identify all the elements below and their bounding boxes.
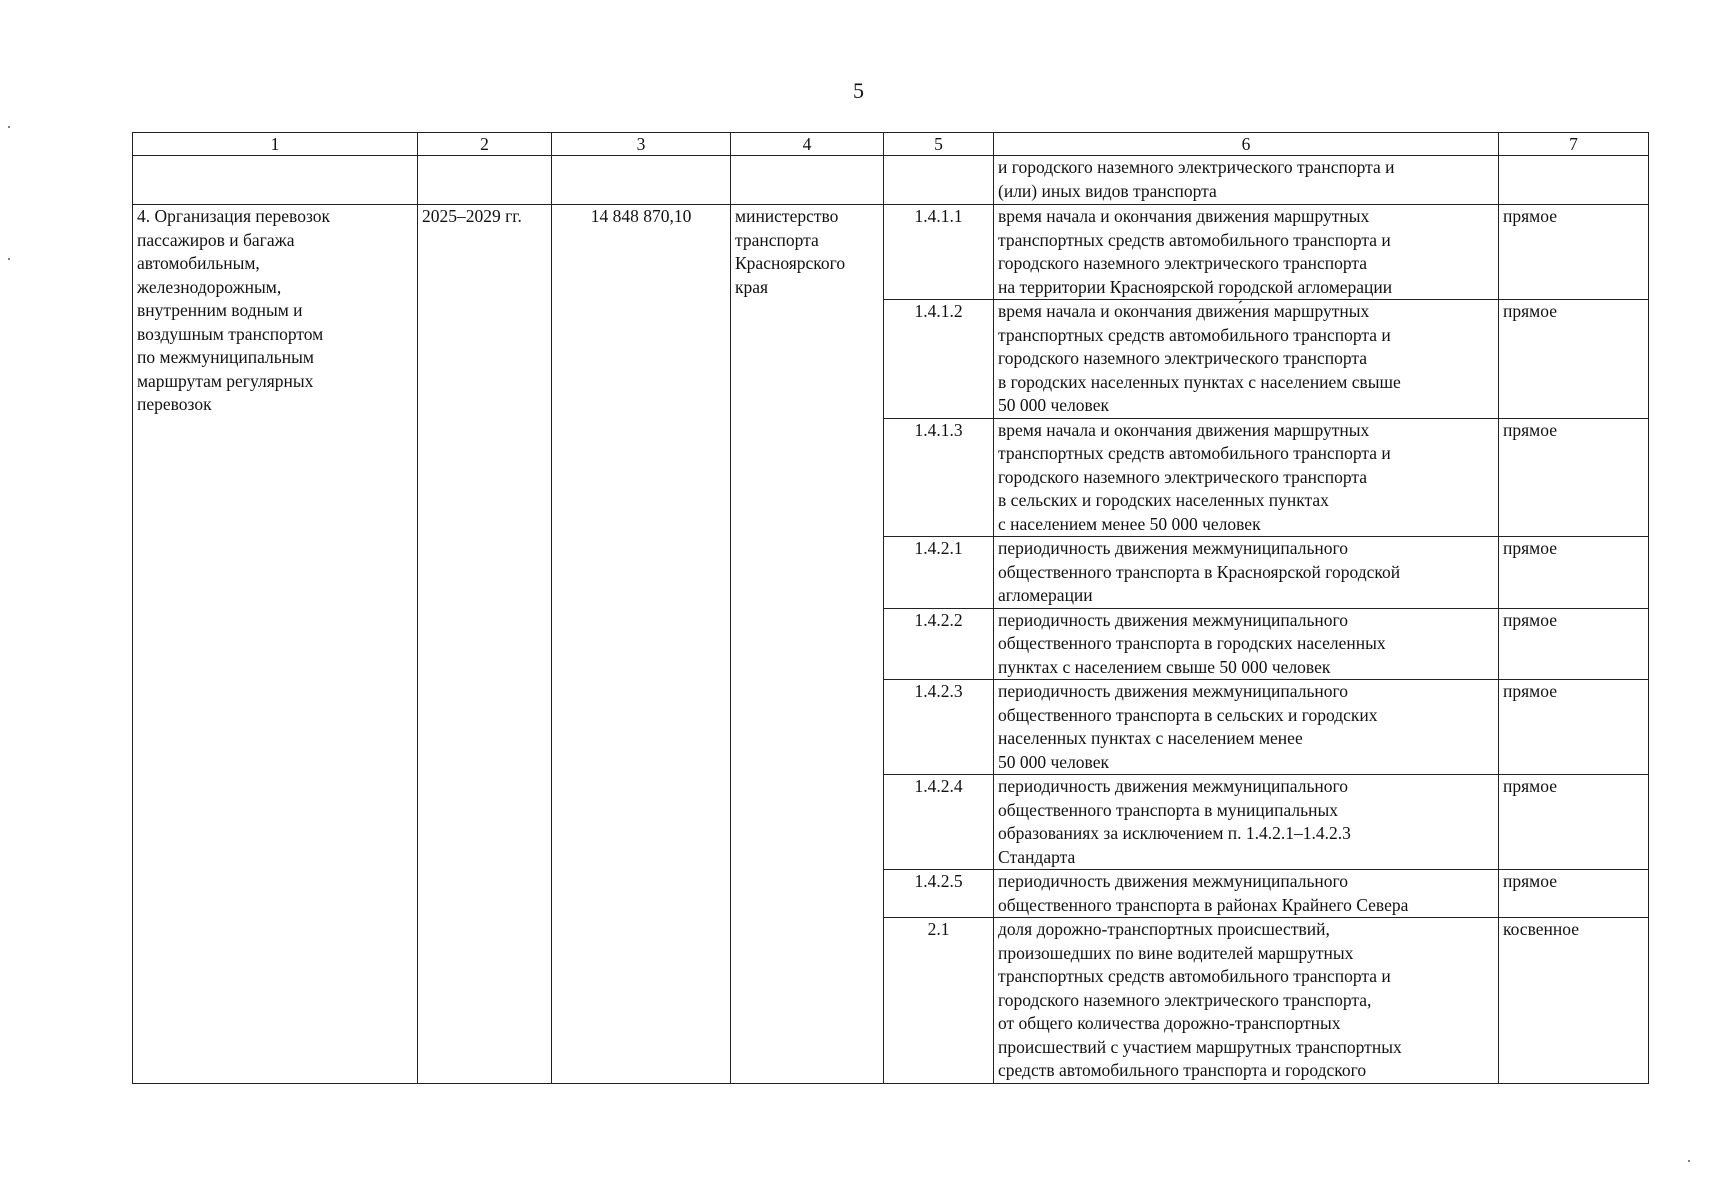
impact-type: прямое xyxy=(1499,870,1649,918)
impact-type: косвенное xyxy=(1499,918,1649,1084)
page-number: 5 xyxy=(853,78,864,103)
indicator-text: время начала и окончания движения маршрутных транспортных средств автомобильного транспорта и городского наземного электрического транспорта на территории Красноярской городской агломерации xyxy=(994,205,1499,300)
table-cell xyxy=(884,156,994,205)
event-responsible: министерство транспорта Красноярского края xyxy=(731,205,884,1084)
table-cell xyxy=(1499,156,1649,205)
indicator-code: 1.4.1.2 xyxy=(884,300,994,419)
impact-type: прямое xyxy=(1499,680,1649,775)
impact-type: прямое xyxy=(1499,418,1649,537)
indicator-code: 1.4.2.3 xyxy=(884,680,994,775)
indicator-text: периодичность движения межмуниципального общественного транспорта в Красноярской городской агломерации xyxy=(994,537,1499,609)
column-header: 5 xyxy=(884,133,994,156)
indicator-text: время начала и окончания движения маршрутных транспортных средств автомобильного транспорта и городского наземного электрического транспорта в сельских и городских населенных пунктах с населением менее 50 000 человек xyxy=(994,418,1499,537)
column-header: 4 xyxy=(731,133,884,156)
header-row xyxy=(133,133,1649,156)
indicator-text: периодичность движения межмуниципального общественного транспорта в сельских и городских населенных пунктах с населением менее 50 000 человек xyxy=(994,680,1499,775)
event-amount: 14 848 870,10 xyxy=(552,205,731,1084)
indicator-text: доля дорожно-транспортных происшествий, произошедших по вине водителей маршрутных транспортных средств автомобильного транспорта и городского наземного электрического транспорта, от общего количества дорожно-транспортных происшествий с участием маршрутных транспортных средств автомобильного транспорта и городского xyxy=(994,918,1499,1084)
table-cell xyxy=(552,156,731,205)
table-row xyxy=(133,205,1649,300)
indicator-text: периодичность движения межмуниципального общественного транспорта в районах Крайнего Севера xyxy=(994,870,1499,918)
scan-speck xyxy=(8,258,10,260)
indicator-code: 1.4.1.1 xyxy=(884,205,994,300)
impact-type: прямое xyxy=(1499,775,1649,870)
event-period: 2025–2029 гг. xyxy=(418,205,552,1084)
indicators-table xyxy=(132,132,1649,1084)
scan-speck xyxy=(1688,1160,1690,1162)
column-header: 3 xyxy=(552,133,731,156)
column-header: 7 xyxy=(1499,133,1649,156)
indicator-code: 1.4.2.4 xyxy=(884,775,994,870)
indicator-code: 1.4.2.5 xyxy=(884,870,994,918)
table-cell xyxy=(731,156,884,205)
indicator-text: время начала и окончания движе́ния маршрутных транспортных средств автомобильного транспорта и городского наземного электрического транспорта в городских населенных пунктах с населением свыше 50 000 человек xyxy=(994,300,1499,419)
indicator-code: 1.4.2.1 xyxy=(884,537,994,609)
indicator-code: 1.4.1.3 xyxy=(884,418,994,537)
impact-type: прямое xyxy=(1499,537,1649,609)
indicator-text: периодичность движения межмуниципального общественного транспорта в муниципальных образованиях за исключением п. 1.4.2.1–1.4.2.3 Стандарта xyxy=(994,775,1499,870)
table-cell xyxy=(133,156,418,205)
event-name: 4. Организация перевозок пассажиров и багажа автомобильным, железнодорожным, внутренним водным и воздушным транспортом по межмуниципальным маршрутам регулярных перевозок xyxy=(133,205,418,1084)
impact-type: прямое xyxy=(1499,300,1649,419)
indicator-text: периодичность движения межмуниципального общественного транспорта в городских населенных пунктах с населением свыше 50 000 человек xyxy=(994,608,1499,680)
impact-type: прямое xyxy=(1499,608,1649,680)
indicator-code: 2.1 xyxy=(884,918,994,1084)
column-header: 6 xyxy=(994,133,1499,156)
indicator-text: и городского наземного электрического транспорта и (или) иных видов транспорта xyxy=(994,156,1499,205)
table-cell xyxy=(418,156,552,205)
column-header: 2 xyxy=(418,133,552,156)
column-header: 1 xyxy=(133,133,418,156)
impact-type: прямое xyxy=(1499,205,1649,300)
indicator-code: 1.4.2.2 xyxy=(884,608,994,680)
scan-speck xyxy=(8,126,10,128)
table-row-continuation xyxy=(133,156,1649,205)
